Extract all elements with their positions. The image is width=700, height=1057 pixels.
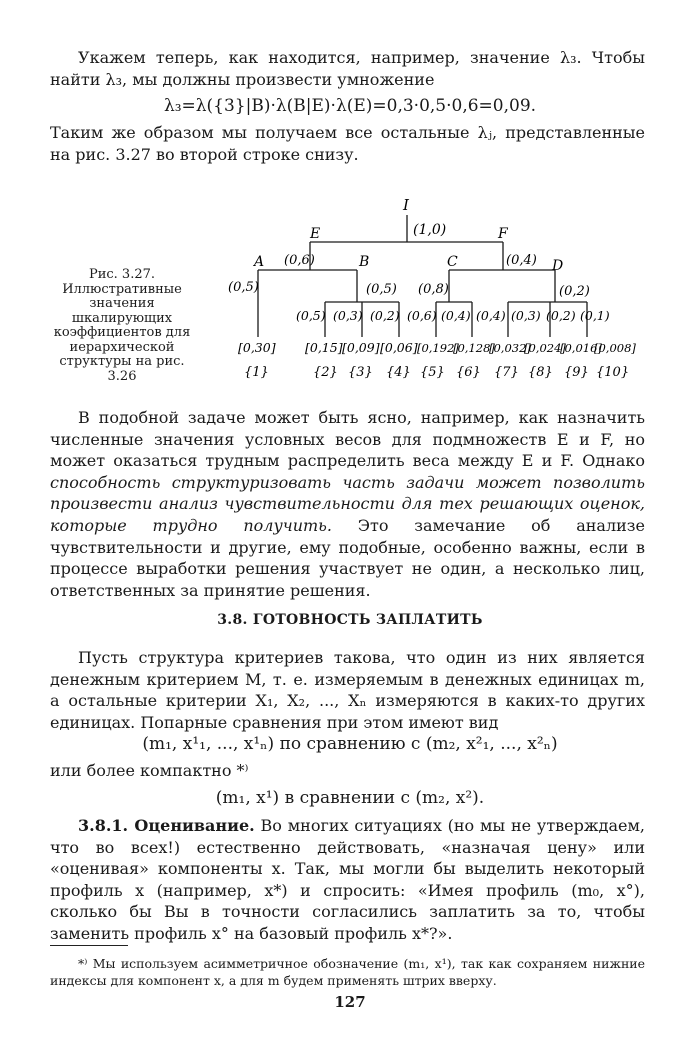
tree-node-a: A (254, 254, 265, 270)
tree-leaf-label: {4} (386, 365, 411, 380)
tree-leaf-label: {8} (528, 365, 553, 380)
tree-weight-l3: (0,4) (441, 308, 471, 323)
tree-weight-l3: (0,3) (333, 308, 363, 323)
tree-node-b: B (359, 254, 370, 270)
paragraph-evaluation-text: Во многих ситуациях (но мы не утверждаем, что во всех!) естественно действовать, «назначая цену» или «оценивая» компоненты x. Так, мы могли бы выделить некоторый профиль x (например, x*) и спросить: «Имея профиль (m₀, x°), сколько бы Вы в точности согласились заплатить за то, чтобы заменить профиль x° на базовый профиль x*?». (50, 816, 646, 943)
paragraph-sensitivity-italic: способность структуризовать часть задачи может позволить произвести анализ чувствительности для тех решающих оценок, которые трудно получить. (50, 472, 645, 535)
tree-weight-l3: (0,3) (511, 308, 541, 323)
paragraph-sensitivity (50, 407, 645, 601)
tree-leaf-value: [0,032] (489, 341, 531, 355)
tree-leaf-label: {5} (420, 365, 445, 380)
tree-leaf-label: {9} (564, 365, 589, 380)
tree-weight-l3: (0,2) (370, 308, 400, 323)
tree-leaf-value: [0,15] (305, 340, 343, 355)
tree-leaf-value: [0,008] (594, 341, 636, 355)
tree-weight-b: (0,5) (366, 282, 397, 297)
tree-leaf-label: {2} (313, 365, 338, 380)
tree-leaf-value: [0,024] (524, 341, 566, 355)
tree-leaf-value: [0,30] (238, 340, 276, 355)
tree-leaf-value: [0,016] (560, 341, 602, 355)
tree-weight-l3: (0,4) (476, 308, 506, 323)
paragraph-sensitivity-end: Это замечание об анализе чувствительности и другие, ему подобные, особенно важны, если в процессе выработки решения участвует не один, а несколько лиц, ответственных за принятие решения. (50, 515, 645, 600)
tree-weight-e: (0,6) (284, 253, 315, 268)
page-number: 127 (334, 993, 366, 1011)
paragraph-compact: или более компактно *⁾ (50, 761, 249, 780)
tree-weight-d: (0,2) (559, 284, 590, 299)
tree-leaf-label: {7} (494, 365, 519, 380)
tree-weight-l3: (0,1) (580, 308, 610, 323)
figure-caption: Рис. 3.27. Иллюстративные значения шкалирующих коэффициентов для иерархической структуры на рис. 3.26 (53, 267, 191, 384)
tree-leaf-label: {3} (348, 365, 373, 380)
tree-leaf-value: [0,06] (380, 340, 418, 355)
tree-weight-l3: (0,5) (296, 308, 326, 323)
tree-leaf-label: {1} (244, 365, 269, 380)
tree-weight-l3: (0,6) (407, 308, 437, 323)
tree-node-c: C (447, 254, 458, 270)
paragraph-lambda-rest: Таким же образом мы получаем все остальные λⱼ, представленные на рис. 3.27 во второй строке снизу. (50, 123, 645, 164)
paragraph-evaluation (50, 815, 645, 945)
tree-leaf-label: {10} (596, 365, 630, 380)
tree-leaf-label: {6} (456, 365, 481, 380)
footnote: *⁾ Мы используем асимметричное обозначение (m₁, x¹), так как сохраняем нижние индексы для компонент x, а для m будем применять штрих вверху. (50, 956, 645, 988)
tree-leaf-value: [0,192] (417, 341, 459, 355)
equation-compact: (m₁, x¹) в сравнении с (m₂, x²). (215, 788, 485, 808)
tree-root-weight: (1,0) (413, 222, 447, 238)
tree-node-f: F (498, 226, 508, 242)
tree-node-d: D (552, 258, 564, 274)
tree-leaf-value: [0,09] (342, 340, 380, 355)
tree-weight-f: (0,4) (506, 253, 537, 268)
tree-weight-a: (0,5) (228, 280, 259, 295)
paragraph-intro: Укажем теперь, как находится, например, значение λ₃. Чтобы найти λ₃, мы должны произвести умножение (50, 48, 645, 89)
tree-weight-c: (0,8) (418, 282, 449, 297)
section-heading: 3.8. ГОТОВНОСТЬ ЗАПЛАТИТЬ (217, 612, 483, 628)
paragraph-criteria: Пусть структура критериев такова, что один из них является денежным критерием M, т. е. измеряемым в денежных единицах m, а остальные критерии X₁, X₂, ..., Xₙ измеряются в каких-то других единицах. Попарные сравнения при этом имеют вид (50, 648, 645, 732)
tree-leaf-value: [0,128] (453, 341, 495, 355)
subsection-label: 3.8.1. Оценивание. (78, 816, 255, 835)
footnote-divider (50, 945, 128, 946)
tree-weight-l3: (0,2) (546, 308, 576, 323)
tree-node-e: E (310, 226, 321, 242)
paragraph-sensitivity-start: В подобной задаче может быть ясно, например, как назначить численные значения условных весов для подмножеств E и F, но может оказаться трудным распределить веса между E и F. Однако (50, 408, 645, 471)
equation-lambda3: λ₃=λ({3}|B)·λ(B|E)·λ(E)=0,3·0,5·0,6=0,09. (163, 96, 537, 116)
equation-pairwise: (m₁, x¹₁, ..., x¹ₙ) по сравнению с (m₂, x²₁, ..., x²ₙ) (142, 734, 558, 754)
hierarchy-tree-figure (0, 0, 700, 400)
tree-root-label: I (403, 196, 409, 214)
